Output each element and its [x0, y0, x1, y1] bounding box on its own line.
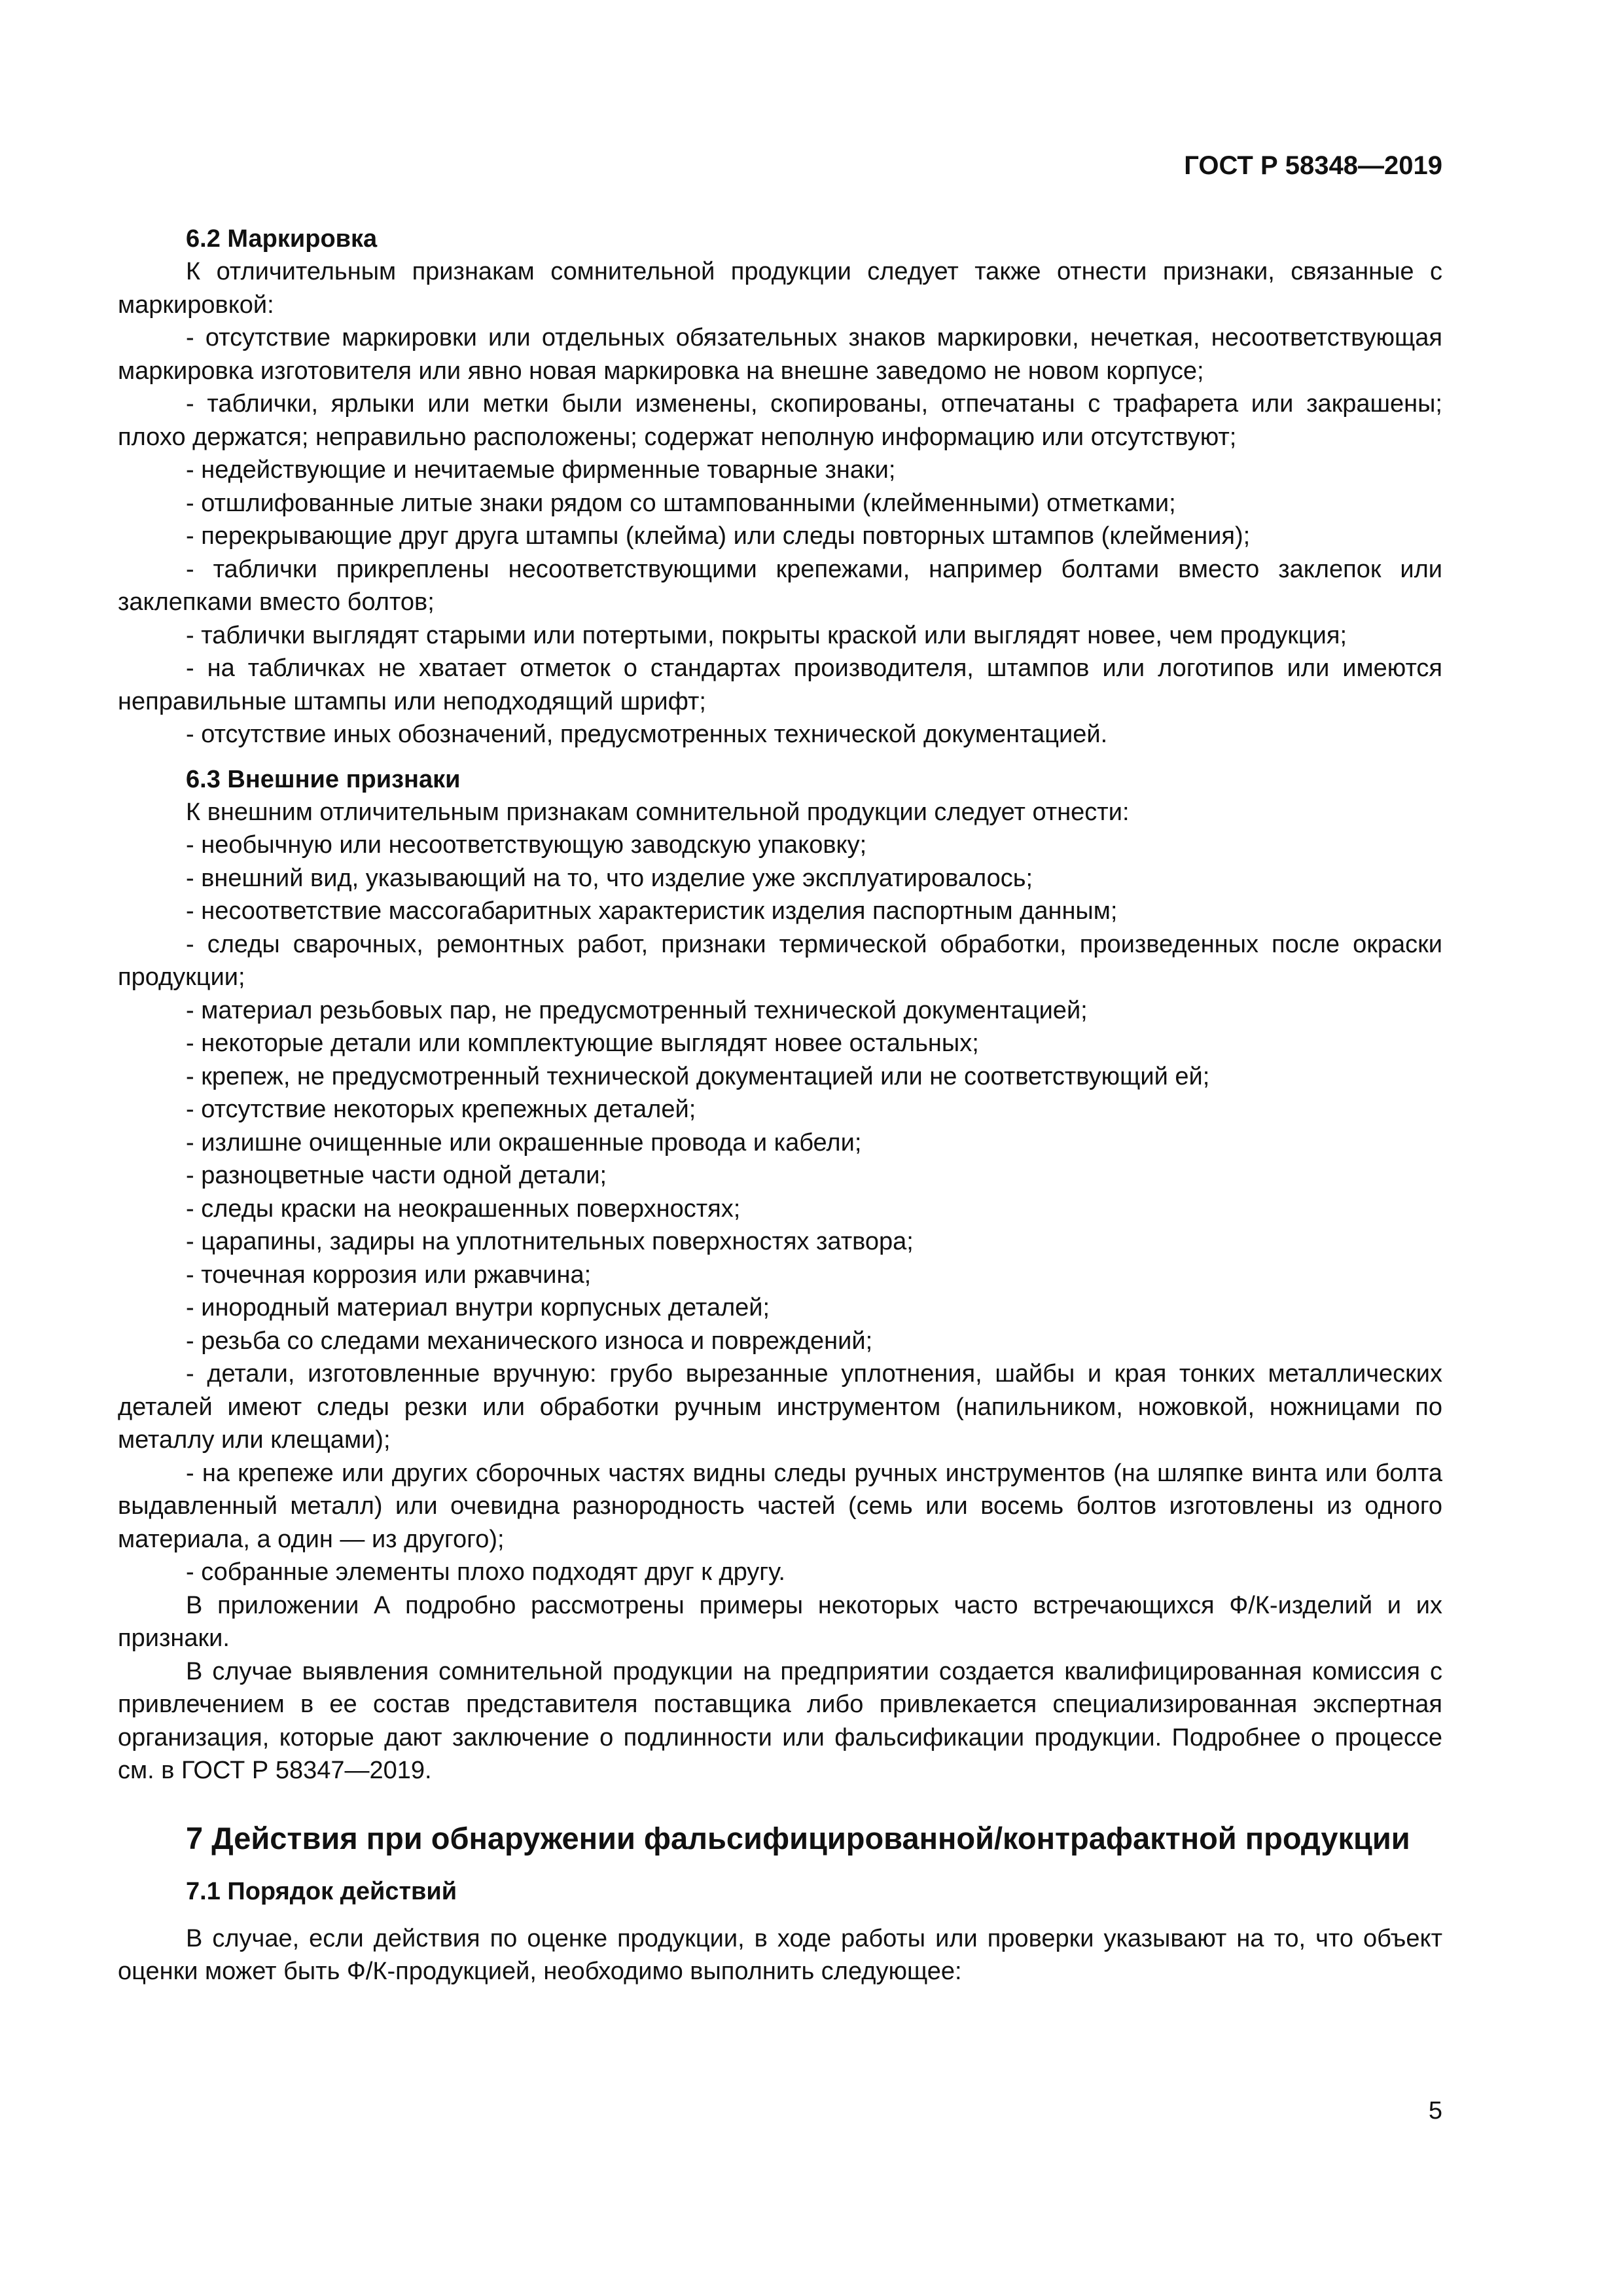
list-item: - царапины, задиры на уплотнительных поверхностях затвора; — [118, 1225, 1442, 1259]
list-item: - отсутствие иных обозначений, предусмотренных технической документацией. — [118, 718, 1442, 751]
section-6-2-title: 6.2 Маркировка — [186, 225, 378, 253]
section-7-title: 7 Действия при обнаружении фальсифицированной/контрафактной продукции — [186, 1820, 1410, 1856]
list-item: - отсутствие маркировки или отдельных обязательных знаков маркировки, нечеткая, несоответствующая маркировка изготовителя или явно новая маркировка на внешне заведомо не новом корпусе; — [118, 321, 1442, 387]
list-item: - таблички выглядят старыми или потертыми, покрыты краской или выглядят новее, чем продукция; — [118, 619, 1442, 653]
section-7-1-paragraph: В случае, если действия по оценке продукции, в ходе работы или проверки указывают на то, что объект оценки может быть Ф/К-продукцией, необходимо выполнить следующее: — [118, 1924, 1442, 1985]
list-item: - таблички прикреплены несоответствующими крепежами, например болтами вместо заклепок или заклепками вместо болтов; — [118, 553, 1442, 619]
list-item: - следы сварочных, ремонтных работ, признаки термической обработки, произведенных после окраски продукции; — [118, 928, 1442, 994]
list-item: - следы краски на неокрашенных поверхностях; — [118, 1193, 1442, 1226]
document-code: ГОСТ Р 58348—2019 — [1184, 151, 1442, 180]
page-number: 5 — [1428, 2097, 1442, 2125]
list-item: - точечная коррозия или ржавчина; — [118, 1259, 1442, 1292]
list-item: - перекрывающие друг друга штампы (клейма) или следы повторных штампов (клеймения); — [118, 520, 1442, 553]
section-6-2-intro: К отличительным признакам сомнительной продукции следует также отнести признаки, связанные с маркировкой: — [118, 258, 1442, 319]
section-6-3-intro: К внешним отличительным признакам сомнительной продукции следует отнести: — [186, 798, 1130, 826]
list-item: - собранные элементы плохо подходят друг к другу. — [118, 1556, 1442, 1589]
page-content — [118, 223, 1442, 1988]
list-item: - некоторые детали или комплектующие выглядят новее остальных; — [118, 1027, 1442, 1060]
list-item: - инородный материал внутри корпусных деталей; — [118, 1291, 1442, 1325]
list-item: - разноцветные части одной детали; — [118, 1159, 1442, 1193]
list-item: - детали, изготовленные вручную: грубо вырезанные уплотнения, шайбы и края тонких металлических деталей имеют следы резки или обработки ручным инструментом (напильником, ножовкой, ножницами по металлу или клещами); — [118, 1357, 1442, 1457]
list-item: - внешний вид, указывающий на то, что изделие уже эксплуатировалось; — [118, 862, 1442, 895]
list-item: - отсутствие некоторых крепежных деталей; — [118, 1093, 1442, 1126]
list-item: - резьба со следами механического износа и повреждений; — [118, 1325, 1442, 1358]
section-7-1-title: 7.1 Порядок действий — [186, 1877, 457, 1905]
commission-paragraph: В случае выявления сомнительной продукции на предприятии создается квалифицированная комиссия с привлечением в ее состав представителя поставщика либо привлекается специализированная экспертная организация, которые дают заключение о подлинности или фальсификации продукции. Подробнее о процессе см. в ГОСТ Р 58347—2019. — [118, 1657, 1442, 1784]
list-item: - недействующие и нечитаемые фирменные товарные знаки; — [118, 454, 1442, 487]
list-item: - на табличках не хватает отметок о стандартах производителя, штампов или логотипов или имеются неправильные штампы или неподходящий шрифт; — [118, 652, 1442, 718]
list-item: - материал резьбовых пар, не предусмотренный технической документацией; — [118, 994, 1442, 1028]
list-item: - таблички, ярлыки или метки были изменены, скопированы, отпечатаны с трафарета или закрашены; плохо держатся; неправильно расположены; содержат неполную информацию или отсутствуют; — [118, 387, 1442, 454]
list-item: - отшлифованные литые знаки рядом со штампованными (клейменными) отметками; — [118, 487, 1442, 520]
list-item: - на крепеже или других сборочных частях видны следы ручных инструментов (на шляпке винта или болта выдавленный металл) или очевидна разнородность частей (семь или восемь болтов изготовлены из одного материала, а один — из другого); — [118, 1457, 1442, 1556]
annex-paragraph: В приложении А подробно рассмотрены примеры некоторых часто встречающихся Ф/К-изделий и их признаки. — [118, 1591, 1442, 1652]
section-6-3-title: 6.3 Внешние признаки — [186, 765, 461, 793]
list-item: - крепеж, не предусмотренный технической документацией или не соответствующий ей; — [118, 1060, 1442, 1094]
list-item: - несоответствие массогабаритных характеристик изделия паспортным данным; — [118, 895, 1442, 928]
document-page — [118, 0, 1442, 2296]
list-item: - излишне очищенные или окрашенные провода и кабели; — [118, 1126, 1442, 1160]
list-item: - необычную или несоответствующую заводскую упаковку; — [118, 829, 1442, 862]
